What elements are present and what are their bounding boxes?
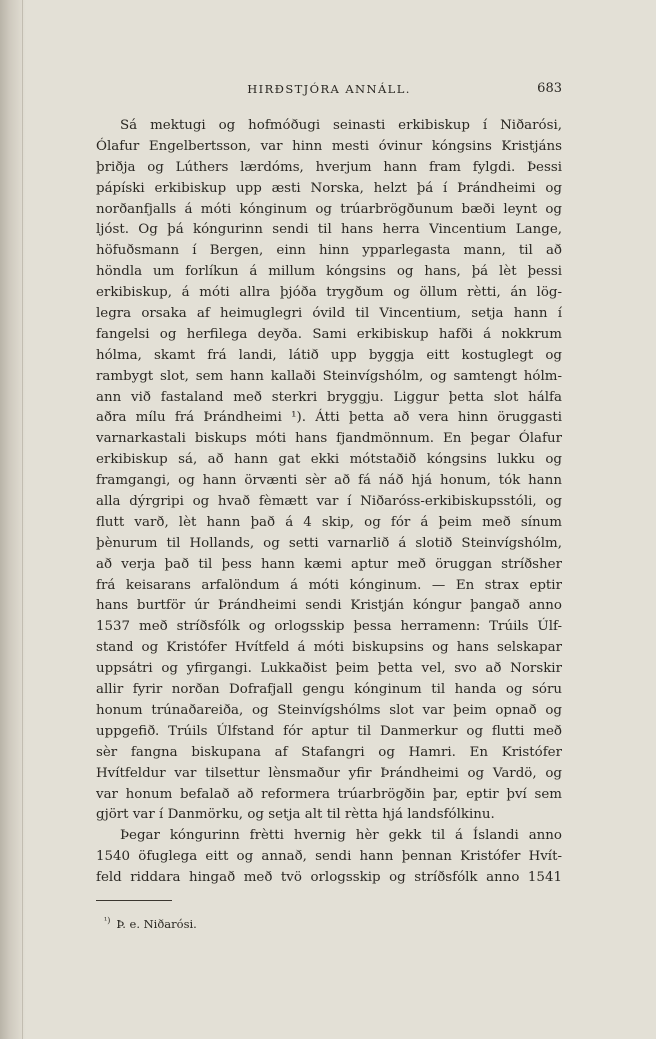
footnote-text: Þ. e. Niðarósi. [116, 916, 197, 931]
text-line: stand og Kristófer Hvítfeld á móti biskupsins og hans selskapar [96, 640, 562, 656]
footnote-marker: ¹) [104, 916, 111, 925]
text-line: ljóst. Og þá kóngurinn sendi til hans herra Vincentium Lange, [96, 222, 562, 238]
text-line: gjört var í Danmörku, og setja alt til rètta hjá landsfólkinu. [96, 807, 495, 823]
text-line: hans burtför úr Þrándheimi sendi Kristján kóngur þangað anno [96, 598, 562, 614]
text-line: honum trúnaðareiða, og Steinvígshólms slot var þeim opnað og [96, 702, 562, 718]
text-line: uppsátri og yfirgangi. Lukkaðist þeim þetta vel, svo að Norskir [96, 661, 562, 677]
binding-edge [22, 0, 23, 1039]
page-number: 683 [537, 81, 562, 96]
text-line: Hvítfeldur var tilsettur lènsmaður yfir Þrándheimi og Vardö, og [96, 765, 562, 781]
text-line: uppgefið. Trúils Úlfstand fór aptur til Danmerkur og flutti með [96, 723, 562, 739]
text-line: framgangi, og hann örvænti sèr að fá náð hjá honum, tók hann [96, 473, 562, 489]
running-head [96, 80, 562, 98]
text-line: erkibiskup sá, að hann gat ekki mótstaðið kóngsins lukku og [96, 452, 562, 468]
text-line: sèr fangna biskupana af Stafangri og Hamri. En Kristófer [96, 744, 562, 760]
text-line: aðra mílu frá Þrándheimi ¹). Átti þetta að vera hinn öruggasti [96, 410, 562, 426]
text-line: ann við fastaland með sterkri bryggju. Liggur þetta slot hálfa [96, 389, 562, 405]
text-line: frá keisarans arfalöndum á móti kónginum. — En strax eptir [96, 577, 562, 593]
text-line: hólma, skamt frá landi, látið upp byggja eitt kostuglegt og [96, 347, 562, 363]
text-line: þriðja og Lúthers lærdóms, hverjum hann fram fylgdi. Þessi [96, 159, 562, 175]
text-line: Þegar kóngurinn frètti hvernig hèr gekk til á Íslandi anno [120, 828, 562, 844]
text-line: höfuðsmann í Bergen, einn hinn ypparlegasta mann, til að [96, 243, 562, 259]
body-text [96, 116, 562, 889]
text-line: rambygt slot, sem hann kallaði Steinvígshólm, og samtengt hólm- [96, 368, 562, 384]
text-line: legra orsaka af heimuglegri óvild til Vincentium, setja hann í [96, 306, 562, 322]
text-line: fangelsi og herfilega deyða. Sami erkibiskup hafði á nokkrum [96, 326, 562, 342]
text-line: feld riddara hingað með tvö orlogsskip og stríðsfólk anno 1541 [96, 870, 562, 886]
text-line: 1537 með stríðsfólk og orlogsskip þessa herramenn: Trúils Úlf- [96, 619, 562, 635]
text-line: að verja það til þess hann kæmi aptur með öruggan stríðsher [96, 556, 562, 572]
text-line: flutt varð, lèt hann það á 4 skip, og fór á þeim með sínum [96, 514, 562, 530]
text-line: erkibiskup, á móti allra þjóða trygðum og öllum rètti, án lög- [96, 285, 562, 301]
footnote [104, 912, 197, 933]
text-line: norðanfjalls á móti kónginum og trúarbrögðunum bæði leynt og [96, 201, 562, 217]
text-line: Sá mektugi og hofmóðugi seinasti erkibiskup í Niðarósi, [120, 118, 562, 133]
text-line: var honum befalað að reformera trúarbrögðin þar, eptir því sem [96, 786, 562, 802]
running-title: HIRÐSTJÓRA ANNÁLL. [247, 82, 411, 96]
text-line: Ólafur Engelbertsson, var hinn mesti óvinur kóngsins Kristjáns [96, 138, 562, 154]
text-line: höndla um forlíkun á millum kóngsins og hans, þá lèt þessi [96, 264, 562, 280]
text-line: pápíski erkibiskup upp æsti Norska, helzt þá í Þrándheimi og [96, 180, 562, 196]
text-line: varnarkastali biskups móti hans fjandmönnum. En þegar Ólafur [96, 431, 562, 447]
text-line: 1540 öfuglega eitt og annað, sendi hann þennan Kristófer Hvít- [96, 849, 562, 865]
footnote-rule [96, 900, 172, 901]
text-line: þènurum til Hollands, og setti varnarlið á slotið Steinvígshólm, [96, 535, 562, 551]
text-line: allir fyrir norðan Dofrafjall gengu kónginum til handa og sóru [96, 682, 562, 698]
text-line: alla dýrgripi og hvað fèmætt var í Niðaróss-erkibiskupsstóli, og [96, 494, 562, 510]
